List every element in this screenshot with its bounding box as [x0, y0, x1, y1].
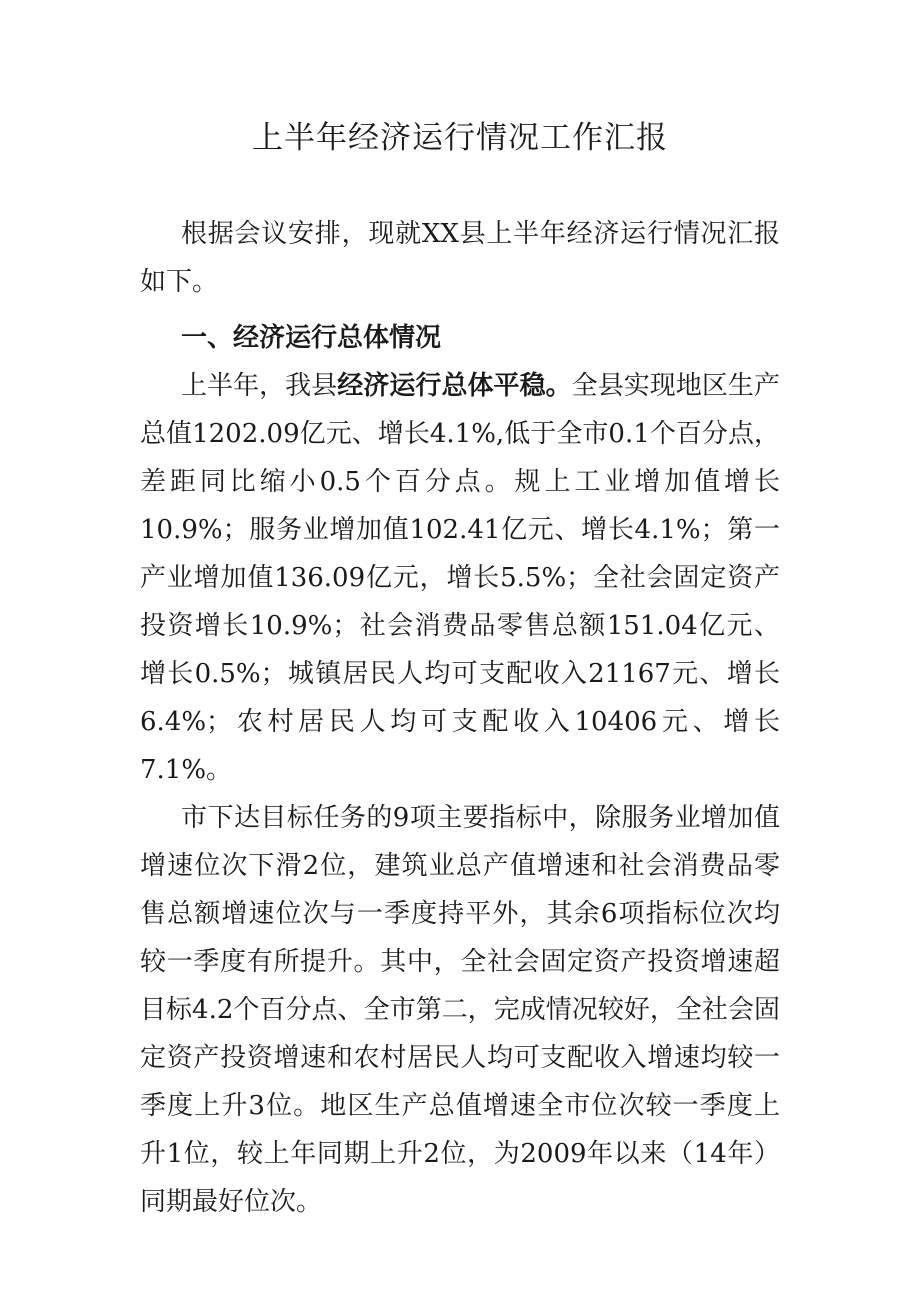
overview-emphasis: 经济运行总体平稳。 — [337, 371, 572, 401]
document-body — [140, 210, 780, 1226]
overview-prefix: 上半年，我县 — [181, 371, 338, 401]
overview-paragraph — [140, 362, 780, 794]
intro-paragraph: 根据会议安排，现就XX县上半年经济运行情况汇报如下。 — [140, 219, 780, 297]
paragraph-spacer — [140, 306, 780, 314]
overview-body: 全县实现地区生产总值1202.09亿元、增长4.1%,低于全市0.1个百分点，差距同比缩小0.5个百分点。规上工业增加值增长10.9%；服务业增加值102.41亿元、增长4.1%；第一产业增加值136.09亿元，增长5.5%；全社会固定资产投资增长10.9%；社会消费品零售总额151.04亿元、增长0.5%；城镇居民人均可支配收入21167元、增长6.4%；农村居民人均可支配收入10406元、增长7.1%。 — [140, 371, 780, 785]
section-heading: 一、经济运行总体情况 — [181, 323, 442, 353]
indicators-paragraph: 市下达目标任务的9项主要指标中，除服务业增加值增速位次下滑2位，建筑业总产值增速和社会消费品零售总额增速位次与一季度持平外，其余6项指标位次均较一季度有所提升。其中，全社会固定资产投资增速超目标4.2个百分点、全市第二，完成情况较好，全社会固定资产投资增速和农村居民人均可支配收入增速均较一季度上升3位。地区生产总值增速全市位次较一季度上升1位，较上年同期上升2位，为2009年以来（14年）同期最好位次。 — [140, 803, 780, 1217]
document-title: 上半年经济运行情况工作汇报 — [252, 120, 668, 156]
